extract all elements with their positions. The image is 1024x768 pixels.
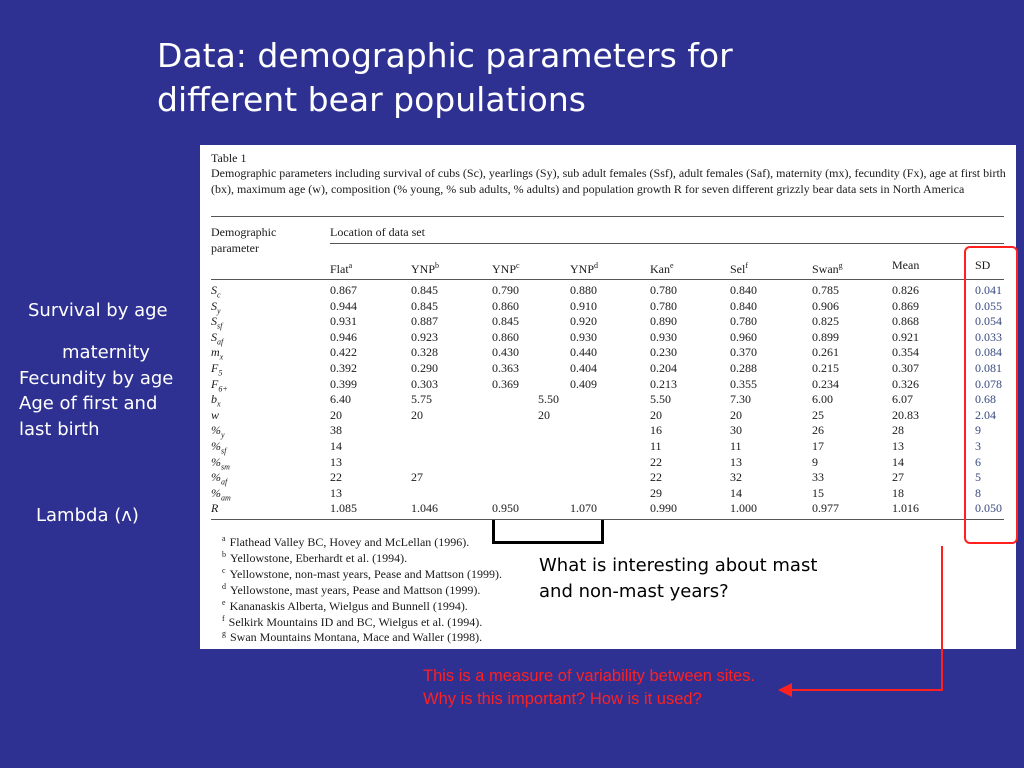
- column-header-label: Mean: [892, 258, 920, 272]
- footnote-text: Swan Mountains Montana, Mace and Waller (1998).: [230, 630, 483, 645]
- table-cell: 20: [730, 407, 742, 422]
- table-cell: 0.860: [492, 329, 519, 344]
- table-cell: 0.230: [650, 345, 677, 360]
- footnote-text: Kananaskis Alberta, Wielgus and Bunnell (1994).: [229, 598, 468, 613]
- table-cell: 15: [812, 485, 824, 500]
- table-cell: 0.328: [411, 345, 438, 360]
- column-header-footnote-mark: b: [435, 261, 440, 270]
- row-parameter-subscript: x: [219, 352, 224, 362]
- table-cell: 0.392: [330, 361, 357, 375]
- table-cell: 0.906: [812, 298, 839, 313]
- column-header-footnote-mark: f: [745, 261, 749, 270]
- table-cell: 1.046: [411, 501, 438, 516]
- footnote-text: Selkirk Mountains ID and BC, Wielgus et al. (1994).: [228, 614, 483, 629]
- slide-title-line-2: different bear populations: [157, 80, 586, 119]
- footnote-mark: f: [222, 613, 225, 623]
- row-parameter-symbol: %: [211, 439, 221, 453]
- table-cell: 38: [330, 423, 342, 438]
- column-header-label: YNP: [492, 262, 517, 276]
- row-parameter-symbol: S: [211, 298, 217, 313]
- table-cell: 0.910: [570, 298, 597, 313]
- table-cell: 0.944: [330, 298, 357, 313]
- table-cell: 5.50: [650, 392, 671, 407]
- table-cell: 0.409: [570, 376, 597, 391]
- row-parameter-subscript: sm: [221, 461, 230, 471]
- table-cell: 20: [411, 407, 423, 422]
- table-cell: 9: [812, 454, 818, 469]
- table-cell: 0.931: [330, 314, 357, 329]
- table-cell: 1.070: [570, 501, 597, 516]
- table-cell: 5.50: [538, 392, 559, 407]
- table-cell: 0.845: [411, 283, 438, 297]
- table-cell: 0.326: [892, 376, 919, 391]
- table-cell: 0.990: [650, 501, 677, 516]
- table-cell: 0.950: [492, 501, 519, 516]
- column-header-label: SD: [975, 258, 991, 272]
- footnote-text: Flathead Valley BC, Hovey and McLellan (1996).: [229, 535, 470, 549]
- table-cell: 22: [650, 454, 662, 469]
- row-parameter-symbol: w: [211, 407, 220, 422]
- table-cell: 0.303: [411, 376, 438, 391]
- table-cell: 0.404: [570, 361, 597, 375]
- row-parameter-symbol: S: [211, 329, 217, 344]
- column-header-footnote-mark: g: [838, 261, 843, 270]
- header-param-line-1: Demographic: [211, 225, 277, 239]
- row-parameter-symbol: %: [211, 423, 221, 438]
- table-cell: 0.355: [730, 376, 757, 391]
- table-cell: 14: [730, 485, 742, 500]
- row-parameter-subscript: 6+: [218, 383, 228, 393]
- slide-title-line-1: Data: demographic parameters for: [157, 36, 733, 75]
- table-cell: 0.899: [812, 329, 839, 344]
- table-cell: 13: [330, 485, 342, 500]
- row-parameter-subscript: sf: [217, 321, 223, 331]
- table-cell: 0.867: [330, 283, 357, 297]
- row-parameter-symbol: %: [211, 485, 221, 500]
- table-cell: 0.840: [730, 298, 757, 313]
- table-cell: 0.790: [492, 283, 519, 297]
- footnote-mark: d: [222, 581, 226, 591]
- table-cell: 0.923: [411, 329, 438, 344]
- table-cell: 14: [892, 454, 904, 469]
- table-cell: 0.370: [730, 345, 757, 360]
- table-cell: 1.085: [330, 501, 357, 516]
- row-parameter-subscript: sf: [221, 446, 227, 456]
- table-cell: 0.369: [492, 376, 519, 391]
- label-survival: Survival by age: [28, 300, 168, 321]
- table-cell: 32: [730, 470, 742, 485]
- variability-note: This is a measure of variability between sites. Why is this important? How is it used?: [423, 667, 755, 708]
- table-cell: 20.83: [892, 407, 919, 422]
- table-cell: 0.860: [492, 298, 519, 313]
- row-parameter-symbol: S: [211, 283, 217, 297]
- label-lambda: Lambda (ʌ): [36, 505, 139, 526]
- label-fecundity: Fecundity by age: [19, 368, 174, 389]
- table-cell: 0.930: [650, 329, 677, 344]
- table-cell: 0.921: [892, 329, 919, 344]
- row-parameter-symbol: S: [211, 314, 217, 329]
- table-cell: 0.780: [730, 314, 757, 329]
- table-cell: 28: [892, 423, 904, 438]
- row-parameter-symbol: b: [211, 392, 217, 407]
- row-parameter-symbol: R: [211, 501, 219, 516]
- table-cell: 0.290: [411, 361, 438, 375]
- column-header-label: Swan: [812, 262, 839, 276]
- table-cell: 0.826: [892, 283, 919, 297]
- table-cell: 6.07: [892, 392, 913, 407]
- table-cell: 0.930: [570, 329, 597, 344]
- header-location: Location of data set: [330, 225, 425, 239]
- table-cell: 13: [730, 454, 742, 469]
- table-cell: 11: [650, 439, 662, 453]
- table-cell: 0.440: [570, 345, 597, 360]
- table-cell: 7.30: [730, 392, 751, 407]
- row-parameter-subscript: af: [221, 477, 228, 487]
- table-cell: 0.054: [975, 314, 1002, 329]
- table-cell: 0.430: [492, 345, 519, 360]
- table-cell: 26: [812, 423, 824, 438]
- table-cell: 11: [730, 439, 742, 453]
- table-cell: 9: [975, 423, 981, 438]
- table-cell: 18: [892, 485, 904, 500]
- table-cell: 0.840: [730, 283, 757, 297]
- table-cell: 0.354: [892, 345, 919, 360]
- table-cell: 0.050: [975, 501, 1002, 516]
- row-parameter-symbol: %: [211, 454, 221, 469]
- table-cell: 0.890: [650, 314, 677, 329]
- table-cell: 27: [892, 470, 904, 485]
- table-cell: 22: [650, 470, 662, 485]
- table-cell: 13: [330, 454, 342, 469]
- arrow-head-icon: [778, 683, 792, 697]
- table-cell: 0.845: [492, 314, 519, 329]
- table-cell: 0.084: [975, 345, 1002, 360]
- table-cell: 17: [812, 439, 824, 453]
- row-parameter-subscript: 5: [218, 368, 223, 378]
- table-cell: 0.234: [812, 376, 839, 391]
- table-cell: 20: [330, 407, 342, 422]
- row-parameter-subscript: x: [217, 399, 221, 409]
- label-age-first-line-1: Age of first and: [19, 393, 158, 414]
- table-cell: 0.946: [330, 329, 357, 344]
- table-cell: 20: [650, 407, 662, 422]
- connector-line: [790, 546, 942, 690]
- table-cell: 25: [812, 407, 824, 422]
- row-parameter-symbol: F: [211, 361, 219, 375]
- table-cell: 6.40: [330, 392, 351, 407]
- table-cell: 0.033: [975, 329, 1002, 344]
- table-cell: 0.363: [492, 361, 519, 375]
- column-header-footnote-mark: d: [594, 261, 599, 270]
- table-cell: 16: [650, 423, 662, 438]
- column-header-label: Kan: [650, 262, 670, 276]
- table-cell: 0.081: [975, 361, 1002, 375]
- table-cell: 0.977: [812, 501, 839, 516]
- table-cell: 13: [892, 439, 904, 453]
- column-header-label: Sel: [730, 262, 746, 276]
- table-cell: 29: [650, 485, 662, 500]
- table-cell: 0.078: [975, 376, 1002, 391]
- table-cell: 5.75: [411, 392, 432, 407]
- table-caption: Demographic parameters including survival of cubs (Sc), yearlings (Sy), sub adult females (Ssf), adult females (Saf), maternity (mx), fecundity (Fx), age at first birth (bx), maximum age (w), composition (% young, % sub adults, % adults) and population growth R for seven different grizzly bear data sets in North America: [211, 166, 1006, 196]
- table-cell: 0.868: [892, 314, 919, 329]
- header-param-line-2: parameter: [211, 241, 259, 255]
- label-age-first-line-2: last birth: [19, 419, 100, 440]
- mast-question-line-2: and non-mast years?: [539, 581, 729, 602]
- table-cell: 0.422: [330, 345, 357, 360]
- table-cell: 14: [330, 439, 342, 453]
- table-title: Table 1: [211, 151, 247, 165]
- footnote-text: Yellowstone, mast years, Pease and Mattson (1999).: [230, 582, 481, 597]
- label-maternity: maternity: [62, 342, 150, 363]
- column-header-label: Flat: [330, 262, 349, 276]
- row-parameter-symbol: %: [211, 470, 221, 485]
- table-cell: 0.215: [812, 361, 839, 375]
- row-parameter-subscript: af: [217, 337, 224, 347]
- table-cell: 1.000: [730, 501, 757, 516]
- column-header-footnote-mark: a: [348, 261, 353, 270]
- footnote-mark: a: [222, 534, 226, 543]
- table-cell: 0.055: [975, 298, 1002, 313]
- table-cell: 6.00: [812, 392, 833, 407]
- table-cell: 0.780: [650, 298, 677, 313]
- table-cell: 27: [411, 470, 423, 485]
- row-parameter-symbol: m: [211, 345, 220, 360]
- table-cell: 0.68: [975, 392, 996, 407]
- table-cell: 0.780: [650, 283, 677, 297]
- mast-question-line-1: What is interesting about mast: [539, 555, 818, 576]
- column-header-footnote-mark: c: [516, 261, 520, 270]
- footnote-text: Yellowstone, Eberhardt et al. (1994).: [230, 550, 408, 565]
- table-cell: 2.04: [975, 407, 996, 422]
- table-cell: 6: [975, 454, 981, 469]
- footnote-mark: e: [222, 597, 226, 607]
- table-cell: 1.016: [892, 501, 919, 516]
- table-cell: 0.204: [650, 361, 677, 375]
- row-parameter-subscript: c: [217, 290, 221, 300]
- table-cell: 0.869: [892, 298, 919, 313]
- table-cell: 0.288: [730, 361, 757, 375]
- table-cell: 0.887: [411, 314, 438, 329]
- footnote-text: Yellowstone, non-mast years, Pease and Mattson (1999).: [229, 566, 502, 581]
- row-parameter-subscript: y: [221, 430, 225, 440]
- table-cell: 0.845: [411, 298, 438, 313]
- table-cell: 0.261: [812, 345, 839, 360]
- column-header-label: YNP: [411, 262, 436, 276]
- table-cell: 20: [538, 407, 550, 422]
- footnote-mark: c: [222, 565, 226, 575]
- table-cell: 0.825: [812, 314, 839, 329]
- table-cell: 22: [330, 470, 342, 485]
- row-parameter-subscript: am: [221, 493, 231, 503]
- table-cell: 0.399: [330, 376, 357, 391]
- table-cell: 33: [812, 470, 824, 485]
- table-cell: 0.041: [975, 283, 1002, 297]
- footnote-mark: g: [222, 629, 226, 639]
- row-parameter-subscript: y: [217, 305, 221, 315]
- table-cell: 0.785: [812, 283, 839, 297]
- table-cell: 0.213: [650, 376, 677, 391]
- table-cell: 8: [975, 485, 981, 500]
- row-parameter-symbol: F: [211, 376, 219, 391]
- table-cell: 0.960: [730, 329, 757, 344]
- footnote-mark: b: [222, 549, 226, 559]
- column-header-footnote-mark: e: [670, 261, 674, 270]
- table-cell: 5: [975, 470, 981, 485]
- table-cell: 0.307: [892, 361, 919, 375]
- table-cell: 0.880: [570, 283, 597, 297]
- table-cell: 30: [730, 423, 742, 438]
- column-header-label: YNP: [570, 262, 595, 276]
- table-cell: 0.920: [570, 314, 597, 329]
- table-cell: 3: [975, 439, 981, 453]
